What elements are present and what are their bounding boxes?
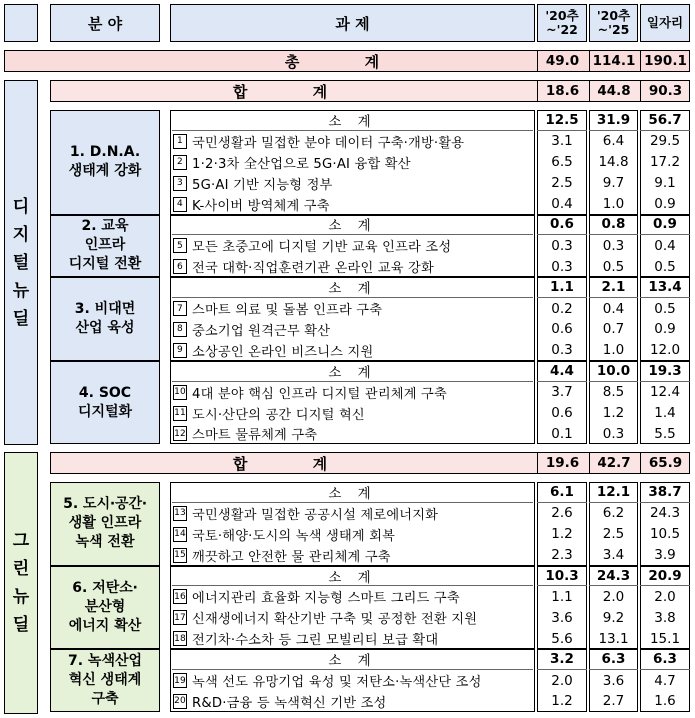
green-subtotal-v3: 38.7 — [640, 482, 690, 503]
task-value-v2: 0.5 — [602, 258, 625, 275]
task-value-v2: 2.5 — [602, 526, 625, 543]
task-row — [170, 340, 535, 361]
section-char: 그 — [12, 531, 30, 551]
task-value-v3: 15.1 — [649, 630, 681, 647]
task-number-badge: 16 — [173, 589, 187, 604]
task-value-v3: 0.5 — [654, 258, 676, 275]
task-value-v1: 1.2 — [551, 526, 573, 543]
task-value-v2: 0.3 — [602, 237, 625, 254]
task-number-badge: 8 — [173, 322, 187, 337]
task-row — [170, 503, 535, 524]
task-value-v1: 0.3 — [551, 258, 573, 275]
digital-subtotal-v1: 1.1 — [537, 277, 587, 298]
task-row — [170, 628, 535, 649]
task-number-badge: 6 — [173, 259, 187, 274]
task-value-v3: 5.5 — [654, 425, 676, 442]
grand-total-v1: 49.0 — [537, 50, 587, 72]
task-row — [170, 524, 535, 545]
section-char: 뉴 — [12, 587, 30, 607]
task-value-v3: 0.9 — [654, 321, 676, 338]
task-row — [170, 670, 535, 691]
task-number-badge: 1 — [173, 134, 187, 149]
task-value-v2: 9.7 — [602, 175, 625, 192]
section-char: 디 — [12, 196, 30, 217]
task-text: 소상공인 온라인 비즈니스 지원 — [192, 344, 374, 360]
digital-subtotal-label: 소 계 — [172, 277, 533, 298]
task-value-v2: 0.7 — [602, 321, 625, 338]
task-row — [170, 382, 535, 403]
digital-subtotal-v2: 0.8 — [589, 215, 638, 236]
task-row — [170, 424, 535, 445]
section-char: 딜 — [12, 308, 30, 329]
task-value-v1: 1.1 — [551, 588, 573, 605]
green-subtotal-v2: 24.3 — [589, 566, 638, 587]
header-blank-cell — [4, 4, 38, 42]
green-total-v2: 42.7 — [589, 452, 638, 474]
task-text: 전기차‧수소차 등 그린 모빌리티 보급 확대 — [192, 633, 439, 649]
task-value-v3: 0.5 — [654, 300, 676, 317]
task-value-v3: 2.0 — [654, 588, 676, 605]
green-group-name: 6. 저탄소‧ 분산형 에너지 확산 — [50, 566, 160, 650]
task-value-v3: 12.4 — [649, 384, 681, 401]
task-number-badge: 18 — [173, 631, 187, 646]
task-text: 국토‧해양‧도시의 녹색 생태계 회복 — [192, 528, 396, 544]
task-text: 중소기업 원격근무 확산 — [192, 323, 331, 339]
digital-subtotal-label: 소 계 — [172, 361, 533, 382]
task-value-v2: 9.2 — [602, 609, 625, 626]
task-value-v2: 6.2 — [602, 505, 625, 522]
task-value-v2: 8.5 — [602, 384, 625, 401]
green-subtotal-v1: 6.1 — [537, 482, 587, 503]
task-text: 에너지관리 효율화 지능형 스마트 그리드 구축 — [192, 591, 460, 607]
digital-group-name: 1. D.N.A. 생태계 강화 — [50, 110, 160, 215]
task-text: 모든 초중고에 디지털 기반 교육 인프라 조성 — [192, 240, 452, 256]
task-value-v2: 14.8 — [598, 154, 629, 171]
green-subtotal-label: 소 계 — [172, 649, 533, 670]
task-value-v2: 13.1 — [598, 630, 629, 647]
task-text: 4대 분야 핵심 인프라 디지털 관리체계 구축 — [192, 386, 447, 402]
task-text: R&D‧금융 등 녹색혁신 기반 조성 — [192, 695, 387, 711]
digital-subtotal-v2: 31.9 — [589, 110, 638, 131]
header-col-jobs: 일자리 — [640, 4, 690, 42]
section-label-green — [4, 452, 38, 714]
task-text: 스마트 물류체계 구축 — [192, 428, 318, 444]
task-number-badge: 12 — [173, 426, 187, 441]
task-value-v3: 1.6 — [654, 693, 676, 710]
task-text: 스마트 의료 및 돌봄 인프라 구축 — [192, 303, 383, 319]
green-subtotal-v2: 6.3 — [589, 649, 638, 670]
task-value-v1: 0.6 — [551, 405, 573, 422]
task-value-v3: 0.4 — [654, 237, 676, 254]
digital-subtotal-label: 소 계 — [172, 215, 533, 236]
task-value-v3: 4.7 — [654, 672, 676, 689]
task-value-v2: 3.4 — [602, 547, 625, 564]
task-number-badge: 7 — [173, 301, 187, 316]
task-number-badge: 2 — [173, 155, 187, 170]
task-value-v3: 24.3 — [649, 505, 681, 522]
digital-subtotal-v3: 13.4 — [640, 277, 690, 298]
task-value-v1: 2.0 — [551, 672, 573, 689]
grand-total-v2: 114.1 — [589, 50, 638, 72]
green-subtotal-label: 소 계 — [172, 482, 533, 503]
green-total-label: 합 계 — [232, 454, 358, 473]
green-subtotal-label: 소 계 — [172, 566, 533, 587]
task-number-badge: 9 — [173, 343, 187, 358]
green-subtotal-v2: 12.1 — [589, 482, 638, 503]
digital-subtotal-label: 소 계 — [172, 110, 533, 131]
task-number-badge: 17 — [173, 610, 187, 625]
header-task: 과 제 — [170, 4, 535, 42]
task-text: 도시‧산단의 공간 디지털 혁신 — [192, 407, 365, 423]
task-value-v2: 2.0 — [602, 588, 625, 605]
green-group-name: 5. 도시‧공간‧ 생활 인프라 녹색 전환 — [50, 482, 160, 566]
task-value-v2: 2.7 — [602, 693, 625, 710]
task-value-v3: 12.0 — [649, 342, 681, 359]
task-row — [170, 403, 535, 424]
task-number-badge: 5 — [173, 238, 187, 253]
digital-total-v3: 90.3 — [640, 80, 690, 102]
green-subtotal-v3: 20.9 — [640, 566, 690, 587]
section-char: 지 — [12, 224, 30, 245]
digital-group-name: 3. 비대면 산업 육성 — [50, 277, 160, 361]
task-number-badge: 13 — [173, 506, 187, 521]
task-number-badge: 10 — [173, 385, 187, 400]
task-value-v1: 6.5 — [551, 154, 573, 171]
task-text: 국민생활과 밀접한 공공시설 제로에너지화 — [192, 507, 439, 523]
task-text: 1‧2‧3차 全산업으로 5G‧AI 융합 확산 — [192, 156, 411, 172]
task-row — [170, 545, 535, 566]
task-row — [170, 256, 535, 277]
task-row — [170, 607, 535, 628]
task-row — [170, 319, 535, 340]
green-total-v1: 19.6 — [537, 452, 587, 474]
task-text: 5G‧AI 기반 지능형 정부 — [192, 177, 333, 193]
task-value-v3: 0.9 — [654, 196, 676, 213]
task-value-v2: 0.3 — [602, 425, 625, 442]
digital-subtotal-v2: 10.0 — [589, 361, 638, 382]
task-value-v1: 2.5 — [551, 175, 573, 192]
task-row — [170, 194, 535, 215]
task-value-v2: 0.4 — [602, 300, 625, 317]
digital-total-label: 합 계 — [232, 82, 358, 101]
digital-subtotal-v1: 0.6 — [537, 215, 587, 236]
digital-total-v1: 18.6 — [537, 80, 587, 102]
task-value-v1: 0.6 — [551, 321, 573, 338]
green-subtotal-v1: 10.3 — [537, 566, 587, 587]
task-text: 녹색 선도 유망기업 육성 및 저탄소‧녹색산단 조성 — [192, 675, 482, 691]
digital-subtotal-v3: 0.9 — [640, 215, 690, 236]
digital-group-name: 4. SOC 디지털화 — [50, 361, 160, 445]
task-value-v2: 6.4 — [602, 133, 625, 150]
section-char: 털 — [12, 252, 30, 273]
task-row — [170, 131, 535, 152]
task-value-v3: 3.8 — [654, 609, 676, 626]
green-total-v3: 65.9 — [640, 452, 690, 474]
digital-total-v2: 44.8 — [589, 80, 638, 102]
digital-subtotal-v2: 2.1 — [589, 277, 638, 298]
green-group-name: 7. 녹색산업 혁신 생태계 구축 — [50, 649, 160, 712]
green-subtotal-v3: 6.3 — [640, 649, 690, 670]
task-value-v3: 9.1 — [654, 175, 676, 192]
task-row — [170, 235, 535, 256]
task-text: 깨끗하고 안전한 물 관리체계 구축 — [192, 549, 391, 565]
task-value-v3: 17.2 — [649, 154, 681, 171]
digital-subtotal-v1: 4.4 — [537, 361, 587, 382]
grand-total-label: 총 계 — [284, 52, 410, 71]
task-value-v1: 1.2 — [551, 693, 573, 710]
task-number-badge: 14 — [173, 527, 187, 542]
task-value-v1: 5.6 — [551, 630, 573, 647]
task-value-v1: 0.1 — [551, 425, 573, 442]
task-row — [170, 691, 535, 712]
digital-subtotal-v3: 19.3 — [640, 361, 690, 382]
task-row — [170, 587, 535, 608]
task-value-v2: 1.0 — [602, 196, 625, 213]
task-number-badge: 19 — [173, 673, 187, 688]
task-text: 전국 대학‧직업훈련기관 온라인 교육 강화 — [192, 261, 434, 277]
task-text: 국민생활과 밀접한 분야 데이터 구축‧개방‧활용 — [192, 135, 465, 151]
task-value-v1: 2.6 — [551, 505, 573, 522]
task-text: K-사이버 방역체계 구축 — [192, 198, 330, 214]
task-value-v3: 10.5 — [649, 526, 681, 543]
digital-subtotal-v3: 56.7 — [640, 110, 690, 131]
task-value-v3: 3.9 — [654, 547, 676, 564]
task-value-v3: 29.5 — [649, 133, 681, 150]
section-char: 린 — [12, 559, 30, 579]
task-number-badge: 20 — [173, 694, 187, 709]
header-field: 분 야 — [50, 4, 160, 42]
task-row — [170, 298, 535, 319]
task-value-v1: 3.6 — [551, 609, 573, 626]
task-value-v3: 1.4 — [654, 405, 676, 422]
green-subtotal-v1: 3.2 — [537, 649, 587, 670]
header-col-2025: '20추 ~'25 — [589, 4, 638, 42]
task-value-v1: 0.4 — [551, 196, 573, 213]
task-row — [170, 152, 535, 173]
header-col-2022: '20추 ~'22 — [537, 4, 587, 42]
task-value-v2: 3.6 — [602, 672, 625, 689]
task-number-badge: 11 — [173, 406, 187, 421]
task-value-v1: 2.3 — [551, 547, 573, 564]
task-number-badge: 3 — [173, 176, 187, 191]
task-value-v1: 0.3 — [551, 342, 573, 359]
task-value-v2: 1.2 — [602, 405, 625, 422]
section-char: 딜 — [12, 615, 30, 635]
section-char: 뉴 — [12, 280, 30, 301]
task-row — [170, 173, 535, 194]
task-number-badge: 15 — [173, 548, 187, 563]
task-number-badge: 4 — [173, 197, 187, 212]
task-value-v2: 1.0 — [602, 342, 625, 359]
task-text: 신재생에너지 확산기반 구축 및 공정한 전환 지원 — [192, 612, 478, 628]
grand-total-v3: 190.1 — [640, 50, 690, 72]
section-label-digital — [4, 80, 38, 445]
task-value-v1: 0.3 — [551, 237, 573, 254]
digital-subtotal-v1: 12.5 — [537, 110, 587, 131]
task-value-v1: 3.7 — [551, 384, 573, 401]
task-value-v1: 0.2 — [551, 300, 573, 317]
task-value-v1: 3.1 — [551, 133, 573, 150]
grand-total-row — [4, 50, 690, 72]
digital-group-name: 2. 교육 인프라 디지털 전환 — [50, 215, 160, 278]
